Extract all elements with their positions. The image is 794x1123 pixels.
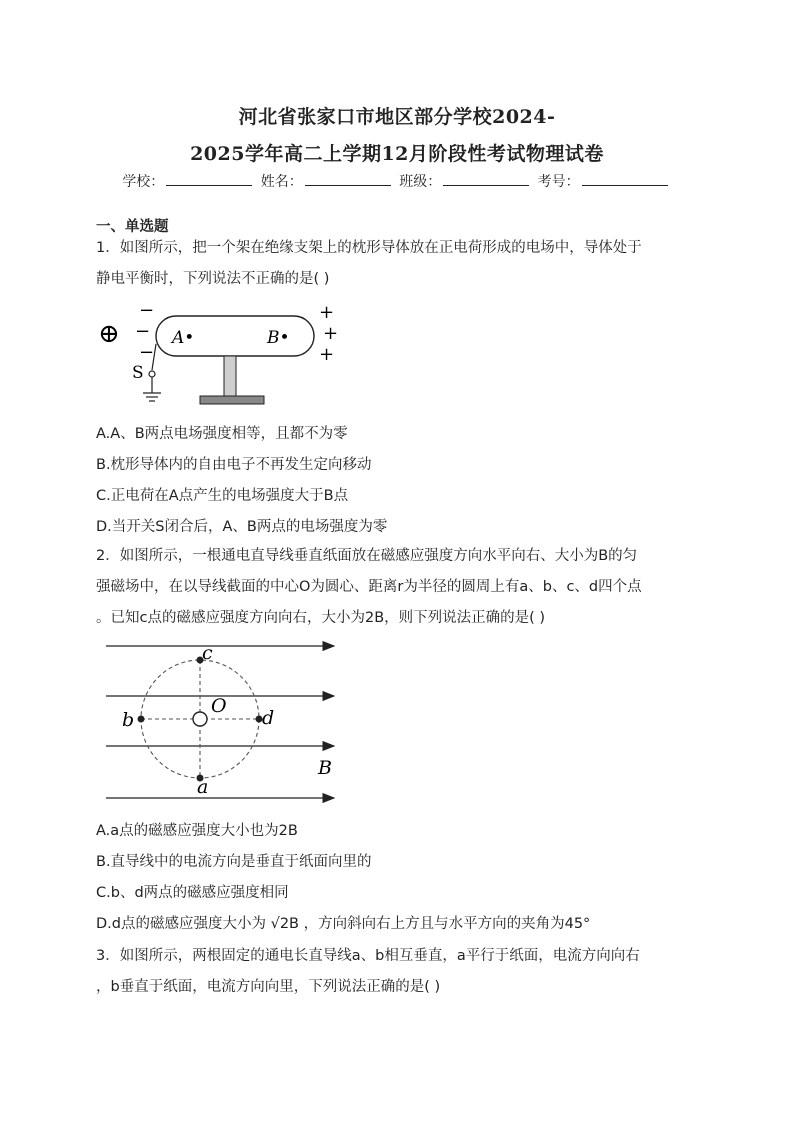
q1-option-a[interactable]: A.A、B两点电场强度相等，且都不为零	[96, 426, 348, 442]
insulating-stand	[224, 356, 236, 396]
q1-option-c[interactable]: C.正电荷在A点产生的电场强度大于B点	[96, 488, 349, 504]
switch-label: S	[132, 363, 144, 383]
q1-option-d[interactable]: D.当开关S闭合后，A、B两点的电场强度为零	[96, 519, 388, 535]
q2-option-c[interactable]: C.b、d两点的磁感应强度相同	[96, 885, 289, 901]
class-blank[interactable]	[443, 173, 529, 186]
q2-option-d[interactable]: D.d点的磁感应强度大小为 √2B ，方向斜向右上方且与水平方向的夹角为45°	[96, 916, 591, 932]
q2-figure	[96, 638, 346, 808]
center-o-label: O	[211, 695, 227, 717]
point-b	[138, 716, 145, 723]
field-b-label: B	[318, 757, 332, 779]
q2-stem-line3: 。已知c点的磁感应强度方向向右，大小为2B，则下列说法正确的是( )	[96, 610, 546, 626]
q1-stem-line1: 1．如图所示，把一个架在绝缘支架上的枕形导体放在正电荷形成的电场中，导体处于	[96, 240, 642, 256]
plus-sign: +	[319, 344, 335, 365]
q3-stem-line1: 3．如图所示，两根固定的通电长直导线a、b相互垂直，a平行于纸面，电流方向向右	[96, 948, 640, 964]
school-blank[interactable]	[166, 173, 252, 186]
q3-stem-line2: ，b垂直于纸面，电流方向向里，下列说法正确的是( )	[96, 979, 441, 995]
point-b-label: B•	[267, 328, 290, 348]
point-b-label: b	[122, 709, 135, 731]
minus-sign: −	[135, 321, 151, 342]
positive-charge-symbol: ⊕	[98, 319, 120, 349]
class-label: 班级：	[399, 174, 442, 190]
student-info-row	[0, 171, 794, 191]
school-label: 学校：	[122, 174, 165, 190]
wire-cross-section	[193, 712, 207, 726]
q1-figure	[96, 300, 346, 412]
point-a-label: a	[197, 776, 209, 798]
q2-option-b[interactable]: B.直导线中的电流方向是垂直于纸面向里的	[96, 854, 372, 870]
point-d-label: d	[262, 707, 275, 729]
q2-option-a[interactable]: A.a点的磁感应强度大小也为2B	[96, 823, 298, 839]
name-label: 姓名：	[260, 174, 303, 190]
page-title-line2: 2025学年高二上学期12月阶段性考试物理试卷	[190, 143, 604, 165]
plus-sign: +	[319, 302, 335, 323]
point-c-label: c	[202, 642, 213, 664]
exam-no-label: 考号：	[537, 174, 580, 190]
name-blank[interactable]	[305, 173, 391, 186]
exam-no-blank[interactable]	[582, 173, 668, 186]
q2-stem-line1: 2．如图所示，一根通电直导线垂直纸面放在磁感应强度方向水平向右、大小为B的匀	[96, 548, 638, 564]
q2-stem-line2: 强磁场中，在以导线截面的中心O为圆心、距离r为半径的圆周上有a、b、c、d四个点	[96, 579, 642, 595]
section-title: 一、单选题	[96, 219, 169, 235]
stand-base	[200, 396, 264, 404]
page-title-line1: 河北省张家口市地区部分学校2024-	[238, 106, 556, 128]
switch-terminal	[149, 371, 155, 377]
q1-option-b[interactable]: B.枕形导体内的自由电子不再发生定向移动	[96, 457, 372, 473]
point-a-label: A•	[172, 328, 195, 348]
q1-stem-line2: 静电平衡时，下列说法不正确的是( )	[96, 271, 330, 287]
plus-sign: +	[323, 323, 339, 344]
minus-sign: −	[139, 342, 155, 363]
minus-sign: −	[139, 300, 155, 321]
